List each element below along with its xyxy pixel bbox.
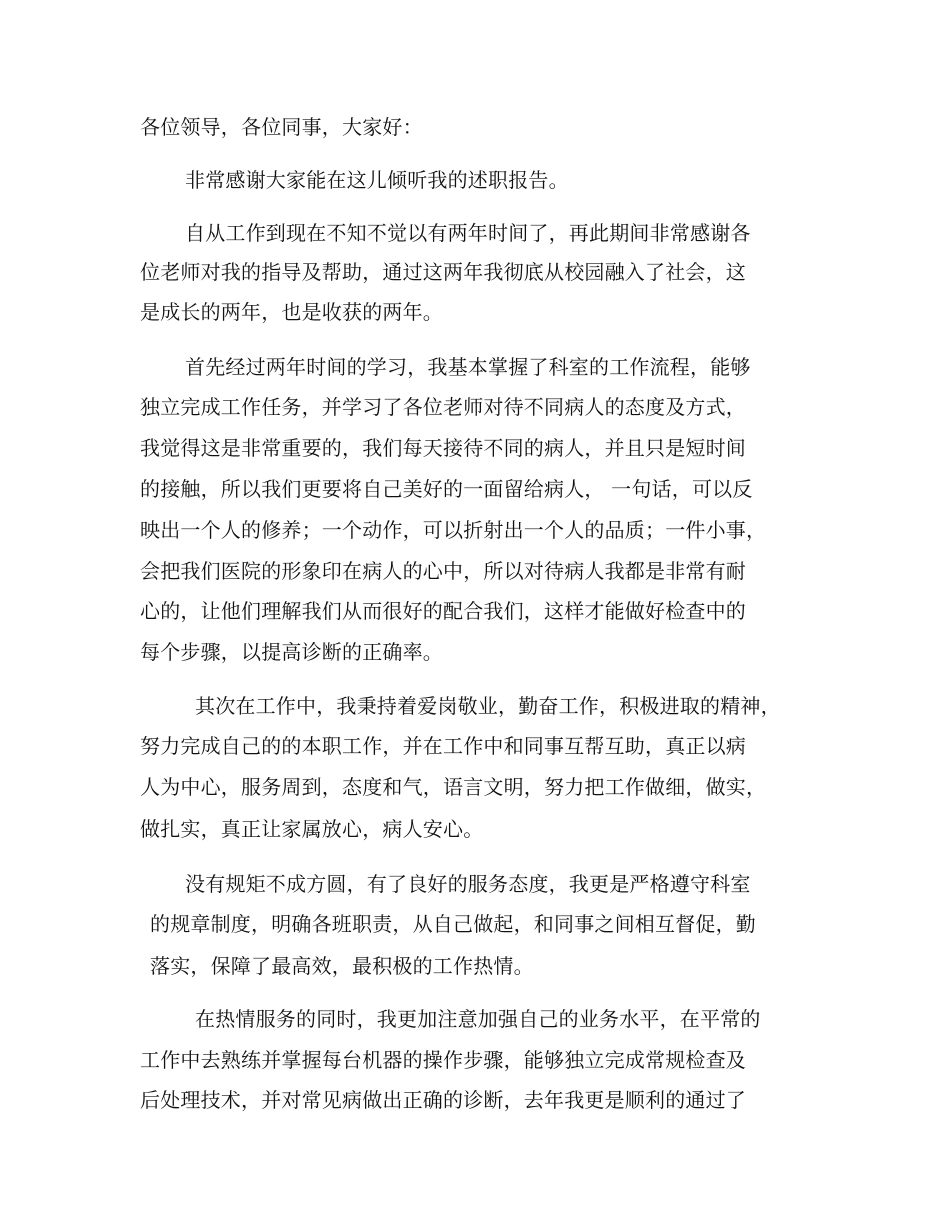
paragraph-3-line-7: 心的，让他们理解我们从而很好的配合我们，这样才能做好检查中的 [140,599,746,623]
paragraph-4-line-2: 努力完成自己的的本职工作，并在工作中和同事互帮互助，真正以病 [140,734,746,758]
paragraph-6-line-3: 后处理技术，并对常见病做出正确的诊断，去年我更是顺利的通过了 [140,1088,746,1112]
paragraph-3-line-6: 会把我们医院的形象印在病人的心中，所以对待病人我都是非常有耐 [140,559,746,583]
paragraph-3-line-4: 的接触，所以我们更要将自己美好的一面留给病人， 一句话，可以反 [140,477,753,501]
paragraph-3-line-8: 每个步骤，以提高诊断的正确率。 [140,640,443,664]
paragraph-3-line-3: 我觉得这是非常重要的，我们每天接待不同的病人，并且只是短时间 [140,436,746,460]
paragraph-4-line-4: 做扎实，真正让家属放心，病人安心。 [140,817,484,841]
paragraph-6-line-1: 在热情服务的同时，我更加注意加强自己的业务水平，在平常的 [195,1007,761,1031]
paragraph-3-line-1: 首先经过两年时间的学习，我基本掌握了科室的工作流程，能够 [185,355,751,379]
paragraph-5-line-2: 的规章制度，明确各班职责，从自己做起，和同事之间相互督促，勤 [150,912,756,936]
paragraph-3-line-2: 独立完成工作任务，并学习了各位老师对待不同病人的态度及方式， [140,395,746,419]
paragraph-1-line-1: 非常感谢大家能在这儿倾听我的述职报告。 [185,168,569,192]
paragraph-2-line-3: 是成长的两年，也是收获的两年。 [140,300,443,324]
salutation-line: 各位领导，各位同事，大家好： [140,115,423,139]
paragraph-4-line-1: 其次在工作中，我秉持着爱岗敬业，勤奋工作，积极进取的精神， [195,694,781,718]
paragraph-3-line-5: 映出一个人的修养；一个动作，可以折射出一个人的品质；一件小事， [140,518,767,542]
paragraph-4-line-3: 人为中心，服务周到，态度和气，语言文明，努力把工作做细，做实， [140,775,767,799]
paragraph-5-line-1: 没有规矩不成方圆，有了良好的服务态度，我更是严格遵守科室 [185,872,751,896]
paragraph-2-line-1: 自从工作到现在不知不觉以有两年时间了，再此期间非常感谢各 [185,221,751,245]
paragraph-6-line-2: 工作中去熟练并掌握每台机器的操作步骤，能够独立完成常规检查及 [140,1048,746,1072]
paragraph-5-line-3: 落实，保障了最高效，最积极的工作热情。 [150,954,534,978]
paragraph-2-line-2: 位老师对我的指导及帮助，通过这两年我彻底从校园融入了社会，这 [140,260,746,284]
